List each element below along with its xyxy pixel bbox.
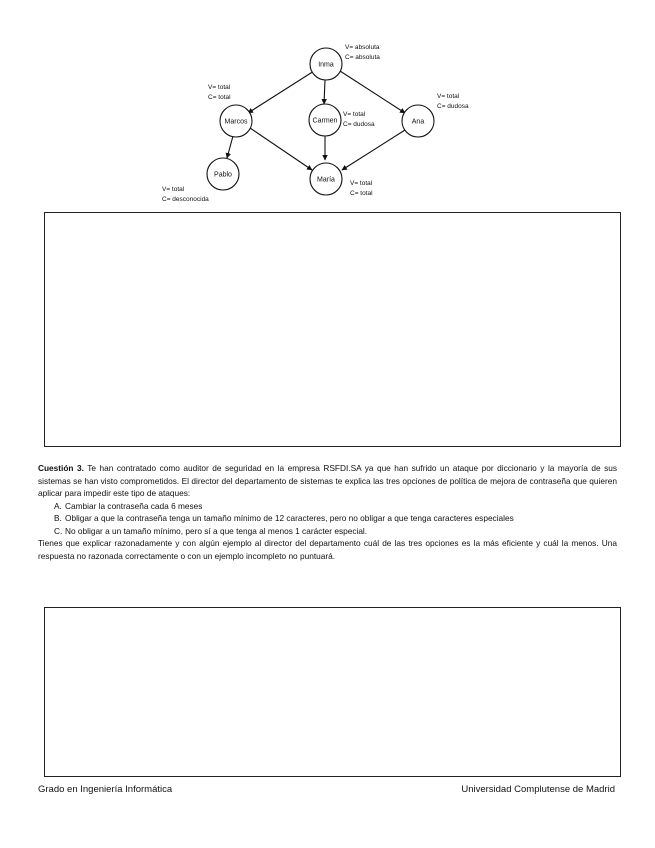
edge-inma-carmen — [324, 80, 325, 104]
node-inma-label: Inma — [318, 61, 334, 69]
node-marcos-label: Marcos — [224, 118, 248, 126]
annotation-carmen-v: V= total — [343, 111, 366, 118]
option-b — [38, 512, 617, 525]
option-a — [38, 500, 617, 513]
node-maria-label: María — [317, 176, 335, 184]
annotation-pablo-c: C= desconocida — [162, 196, 209, 203]
options-list — [38, 500, 617, 538]
node-ana-label: Ana — [411, 118, 425, 126]
node-carmen-label: Carmen — [312, 117, 338, 125]
question-intro: Te han contratado como auditor de seguridad en la empresa RSFDI.SA ya que han sufrido un ataque por diccionario y la mayoría de sus sistemas se han visto comprometidos. El director del departamento de sistemas te explica las tres opciones de política de mejora de contraseña que quieren aplicar para impedir este tipo de ataques: — [38, 463, 618, 498]
question-closing: Tienes que explicar razonadamente y con algún ejemplo al director del departamento cuál de las tres opciones es la más eficiente y cuál la menos. Una respuesta no razonada correctamente o con un ejemplo incompleto no puntuará. — [38, 538, 617, 561]
edge-ana-maria — [342, 130, 405, 170]
annotation-maria-c: C= total — [350, 190, 373, 197]
annotation-marcos-v: V= total — [208, 84, 231, 91]
trust-graph-diagram — [0, 0, 655, 215]
question-intro-paragraph — [38, 462, 617, 500]
option-b-text: Obligar a que la contraseña tenga un tamaño mínimo de 12 caracteres, pero no obligar a que tenga caracteres especiales — [65, 513, 514, 523]
node-pablo-label: Pablo — [214, 171, 232, 179]
footer-degree: Grado en Ingeniería Informática — [38, 784, 173, 795]
annotation-inma-c: C= absoluta — [345, 54, 380, 61]
option-c — [38, 525, 617, 538]
annotation-carmen-c: C= dudosa — [343, 121, 375, 128]
annotation-ana-c: C= dudosa — [437, 103, 469, 110]
edge-marcos-maria — [250, 128, 312, 170]
option-a-marker: A. — [54, 500, 62, 511]
edge-marcos-pablo — [227, 136, 233, 158]
option-c-marker: C. — [54, 525, 63, 536]
annotation-pablo-v: V= total — [162, 186, 185, 193]
question-title: Cuestión 3. — [38, 463, 84, 473]
annotation-ana-v: V= total — [437, 93, 460, 100]
footer-university: Universidad Complutense de Madrid — [461, 784, 615, 795]
option-b-marker: B. — [54, 513, 62, 523]
annotation-marcos-c: C= total — [208, 94, 231, 101]
edge-inma-ana — [340, 71, 405, 113]
option-c-text: No obligar a un tamaño mínimo, pero sí a que tenga al menos 1 carácter especial. — [65, 525, 368, 536]
option-a-text: Cambiar la contraseña cada 6 meses — [65, 500, 203, 511]
annotation-maria-v: V= total — [350, 180, 373, 187]
edge-inma-marcos — [248, 71, 314, 113]
answer-box-2[interactable] — [44, 607, 621, 777]
question-3 — [38, 462, 617, 562]
annotation-inma-v: V= absoluta — [345, 44, 380, 51]
answer-box-1[interactable] — [44, 212, 621, 447]
